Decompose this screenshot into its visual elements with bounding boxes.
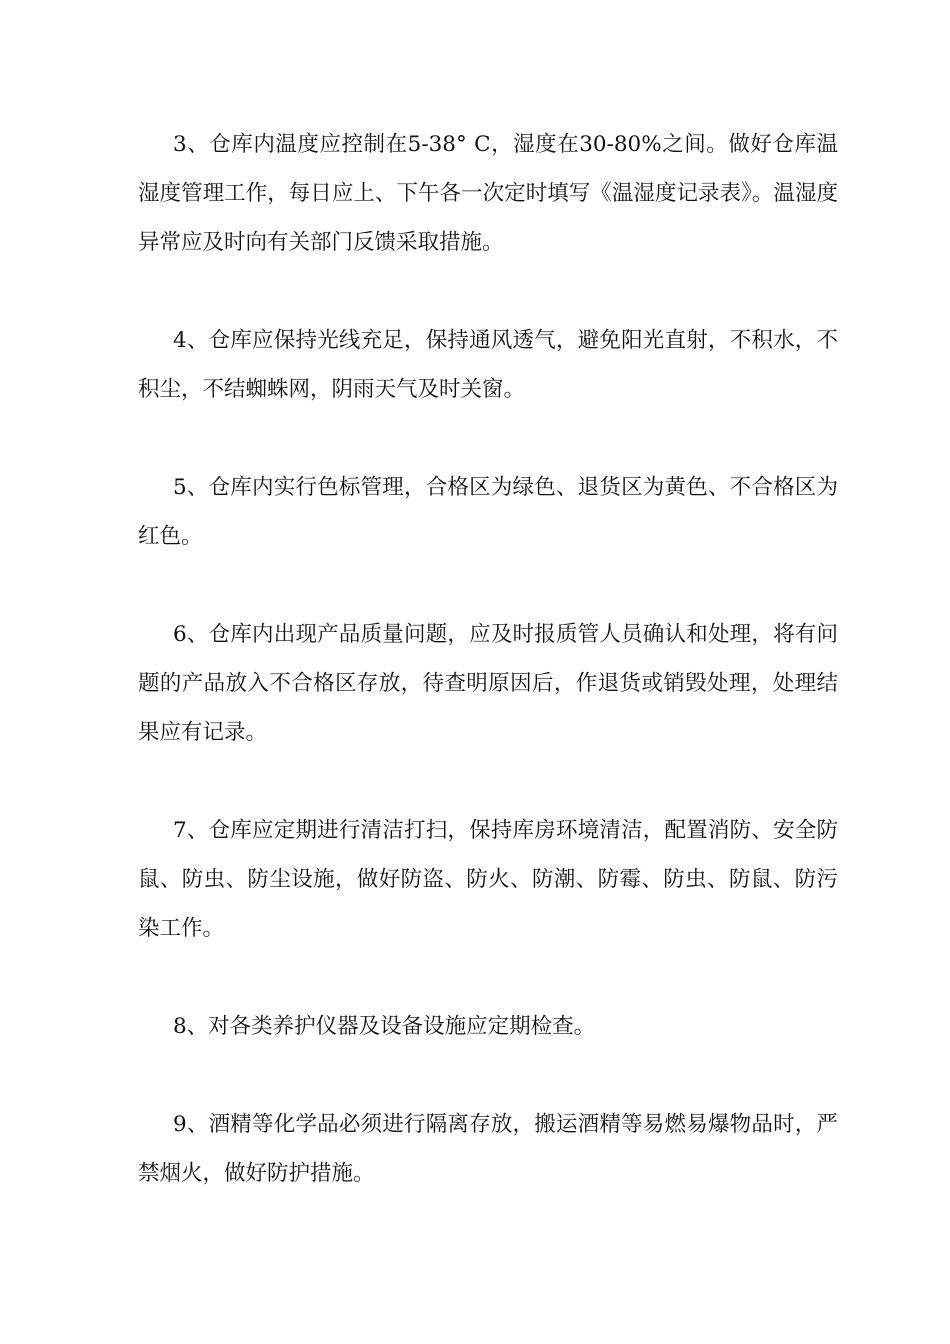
paragraph-item-6: 6、仓库内出现产品质量问题，应及时报质管人员确认和处理，将有问题的产品放入不合格区存放，待查明原因后，作退货或销毁处理，处理结果应有记录。	[138, 622, 838, 745]
document-body	[138, 120, 838, 1198]
paragraph-item-3: 3、仓库内温度应控制在5-38° C，湿度在30-80%之间。做好仓库温湿度管理工作，每日应上、下午各一次定时填写《温湿度记录表》。温湿度异常应及时向有关部门反馈采取措施。	[138, 132, 838, 255]
paragraph-item-9: 9、酒精等化学品必须进行隔离存放，搬运酒精等易燃易爆物品时，严禁烟火，做好防护措施。	[138, 1112, 838, 1186]
paragraph-item-8: 8、对各类养护仪器及设备设施应定期检查。	[173, 1014, 596, 1039]
paragraph-item-7: 7、仓库应定期进行清洁打扫，保持库房环境清洁，配置消防、安全防鼠、防虫、防尘设施，做好防盗、防火、防潮、防霉、防虫、防鼠、防污染工作。	[138, 818, 838, 941]
paragraph-item-4: 4、仓库应保持光线充足，保持通风透气，避免阳光直射，不积水，不积尘，不结蜘蛛网，阴雨天气及时关窗。	[138, 328, 838, 402]
paragraph-item-5: 5、仓库内实行色标管理，合格区为绿色、退货区为黄色、不合格区为红色。	[138, 475, 838, 549]
